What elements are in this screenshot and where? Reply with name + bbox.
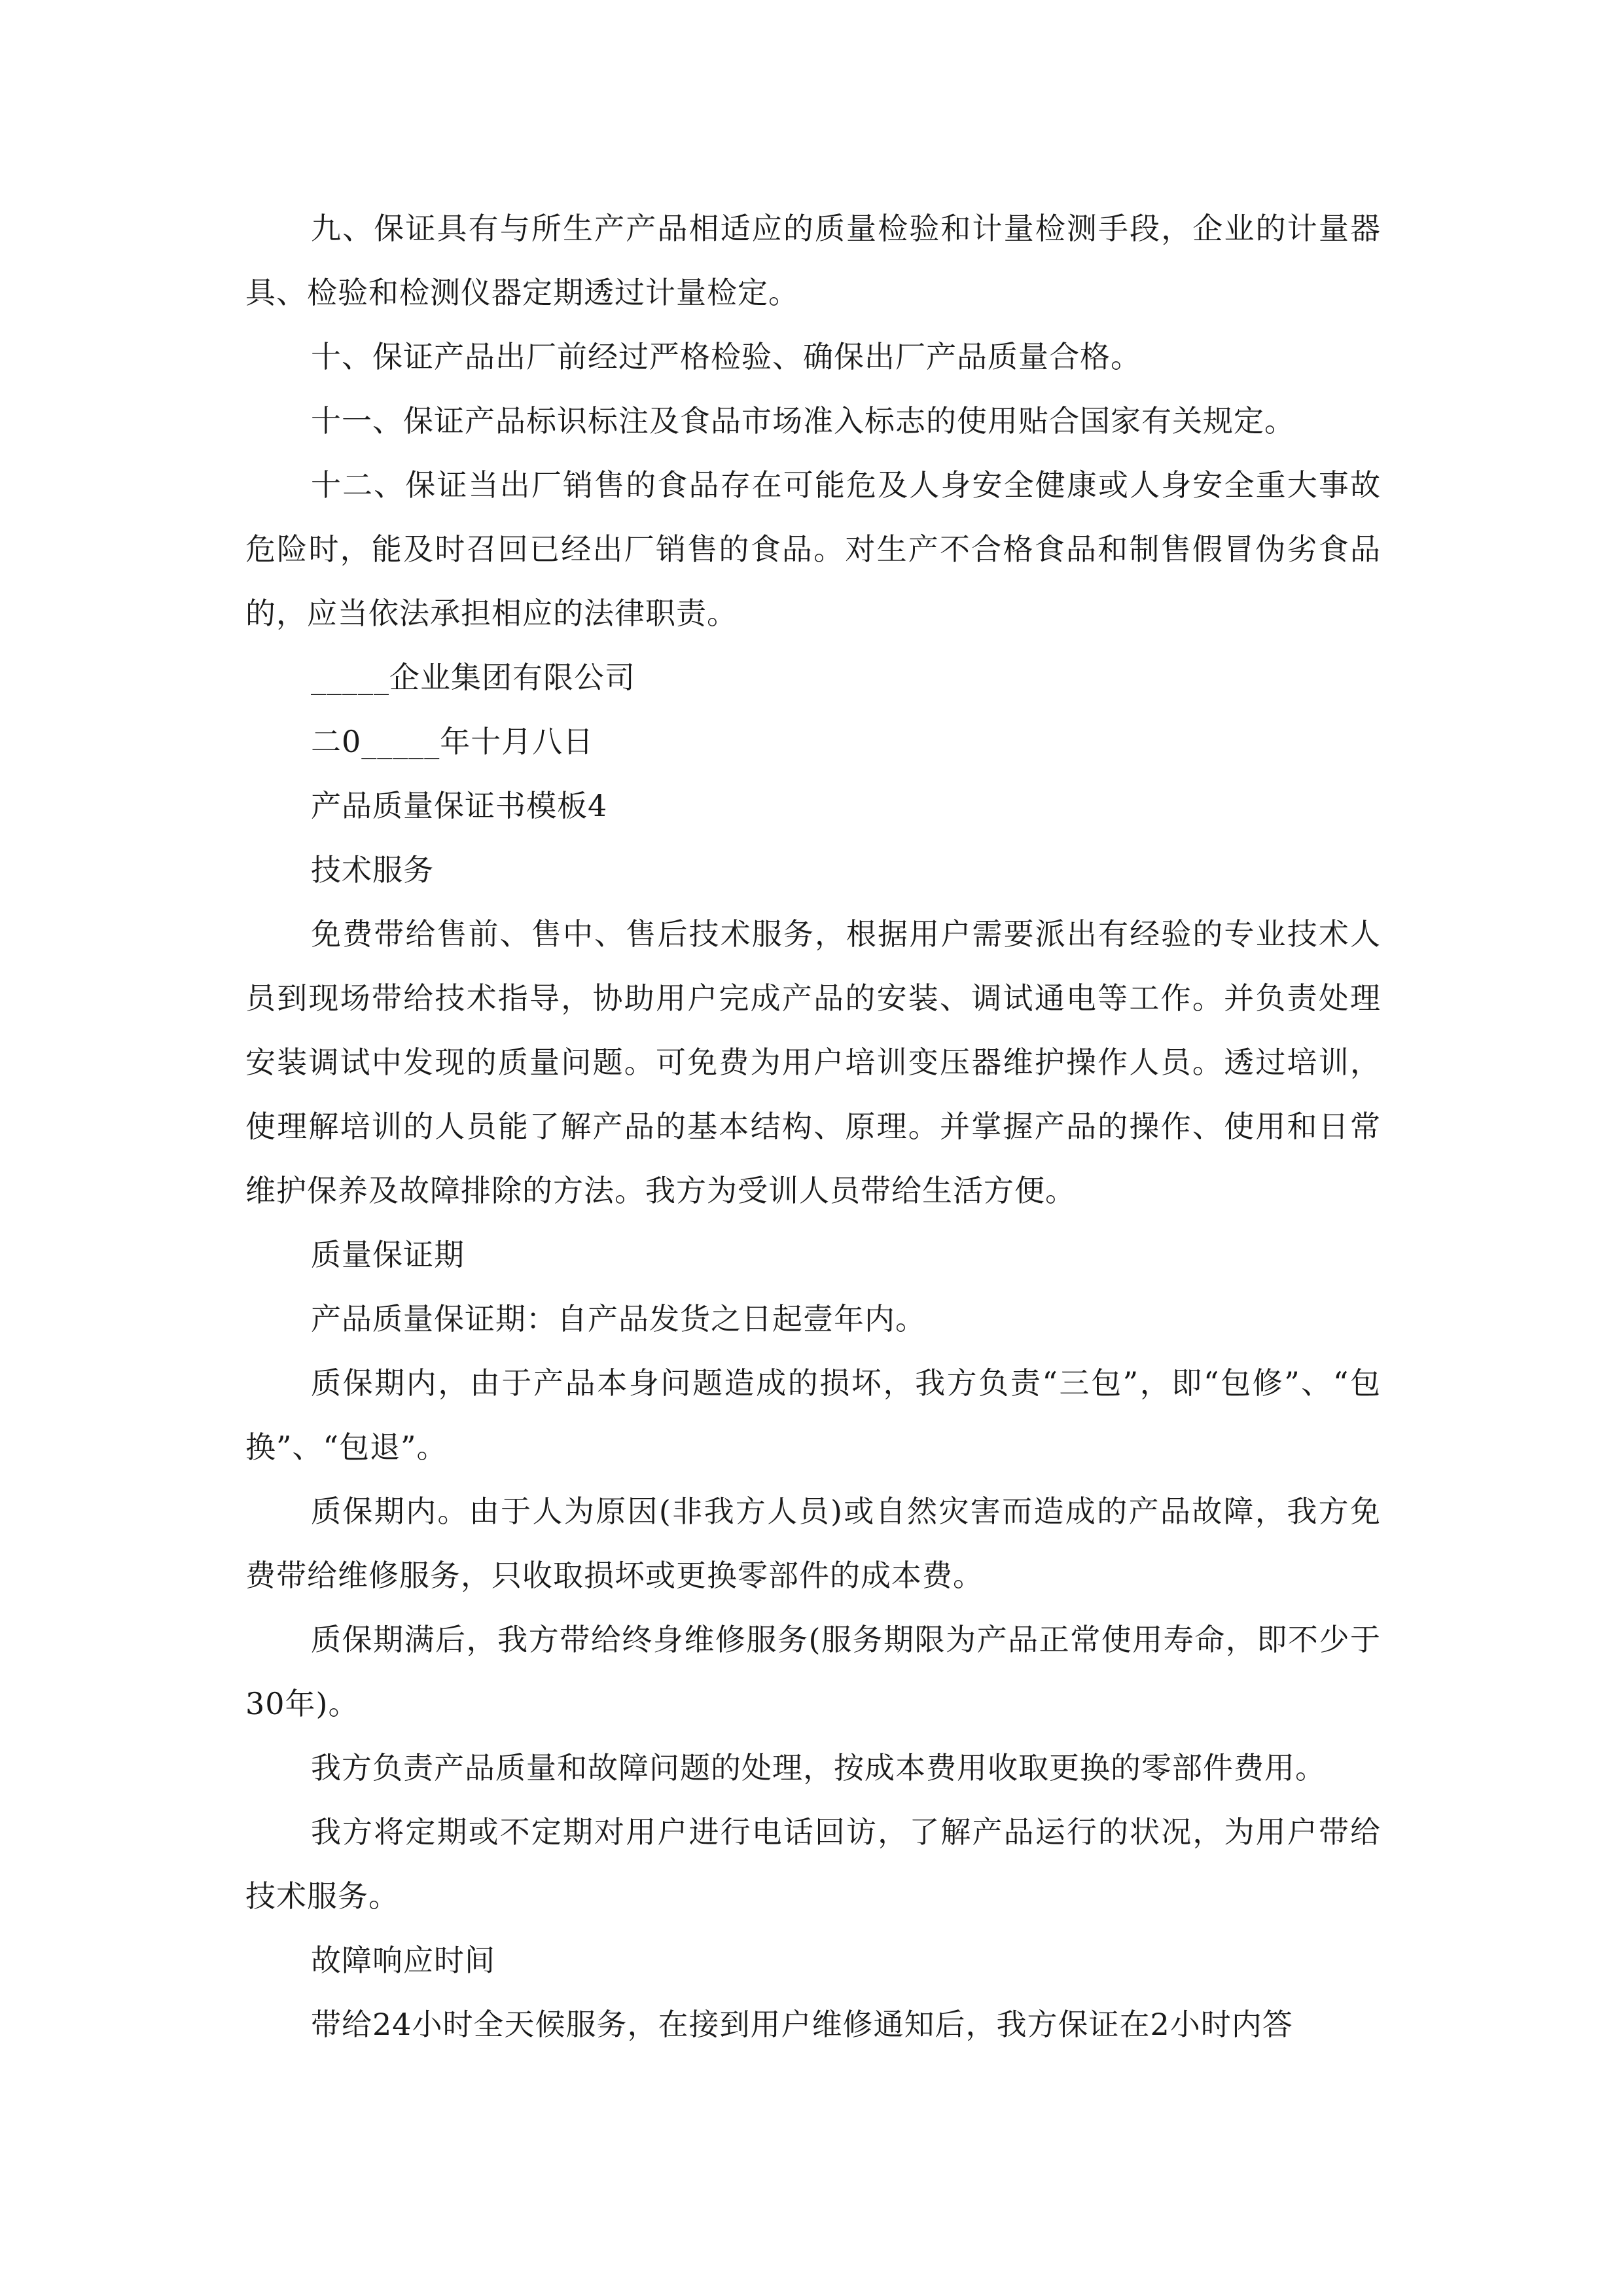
section-heading-warranty-period: 质量保证期 (311, 1237, 465, 1272)
company-signature: _____企业集团有限公司 (311, 660, 635, 695)
section-heading-response-time: 故障响应时间 (311, 1943, 495, 1978)
paragraph-cost-responsibility: 我方负责产品质量和故障问题的处理，按成本费用收取更换的零部件费用。 (311, 1750, 1326, 1785)
document-page (245, 196, 1381, 2056)
paragraph-clause-11: 十一、保证产品标识标注及食品市场准入标志的使用贴合国家有关规定。 (311, 403, 1295, 439)
paragraph-clause-10: 十、保证产品出厂前经过严格检验、确保出厂产品质量合格。 (311, 339, 1141, 374)
paragraph-technical-service: 免费带给售前、售中、售后技术服务，根据用户需要派出有经验的专业技术人员到现场带给技术指导，协助用户完成产品的安装、调试通电等工作。并负责处理安装调试中发现的质量问题。可免费为用户培训变压器维护操作人员。透过培训，使理解培训的人员能了解产品的基本结构、原理。并掌握产品的操作、使用和日常维护保养及故障排除的方法。我方为受训人员带给生活方便。 (245, 916, 1381, 1208)
paragraph-clause-12: 十二、保证当出厂销售的食品存在可能危及人身安全健康或人身安全重大事故危险时，能及时召回已经出厂销售的食品。对生产不合格食品和制售假冒伪劣食品的，应当依法承担相应的法律职责。 (245, 467, 1381, 631)
section-heading-technical-service: 技术服务 (311, 852, 434, 888)
paragraph-human-natural-causes: 质保期内。由于人为原因(非我方人员)或自然灾害而造成的产品故障，我方免费带给维修服务，只收取损坏或更换零部件的成本费。 (245, 1494, 1381, 1593)
paragraph-three-guarantees: 质保期内，由于产品本身问题造成的损坏，我方负责“三包”，即“包修”、“包换”、“包退”。 (245, 1365, 1381, 1465)
paragraph-warranty-period: 产品质量保证期：自产品发货之日起壹年内。 (311, 1301, 926, 1336)
paragraph-lifetime-service: 质保期满后，我方带给终身维修服务(服务期限为产品正常使用寿命，即不少于30年)。 (245, 1622, 1381, 1721)
paragraph-clause-9: 九、保证具有与所生产产品相适应的质量检验和计量检测手段，企业的计量器具、检验和检测仪器定期透过计量检定。 (245, 211, 1381, 310)
paragraph-response-time: 带给24小时全天候服务，在接到用户维修通知后，我方保证在2小时内答 (311, 2007, 1293, 2042)
signature-date: 二0_____年十月八日 (311, 724, 594, 759)
template-title: 产品质量保证书模板4 (311, 788, 608, 823)
paragraph-follow-up-calls: 我方将定期或不定期对用户进行电话回访，了解产品运行的状况，为用户带给技术服务。 (245, 1814, 1381, 1914)
